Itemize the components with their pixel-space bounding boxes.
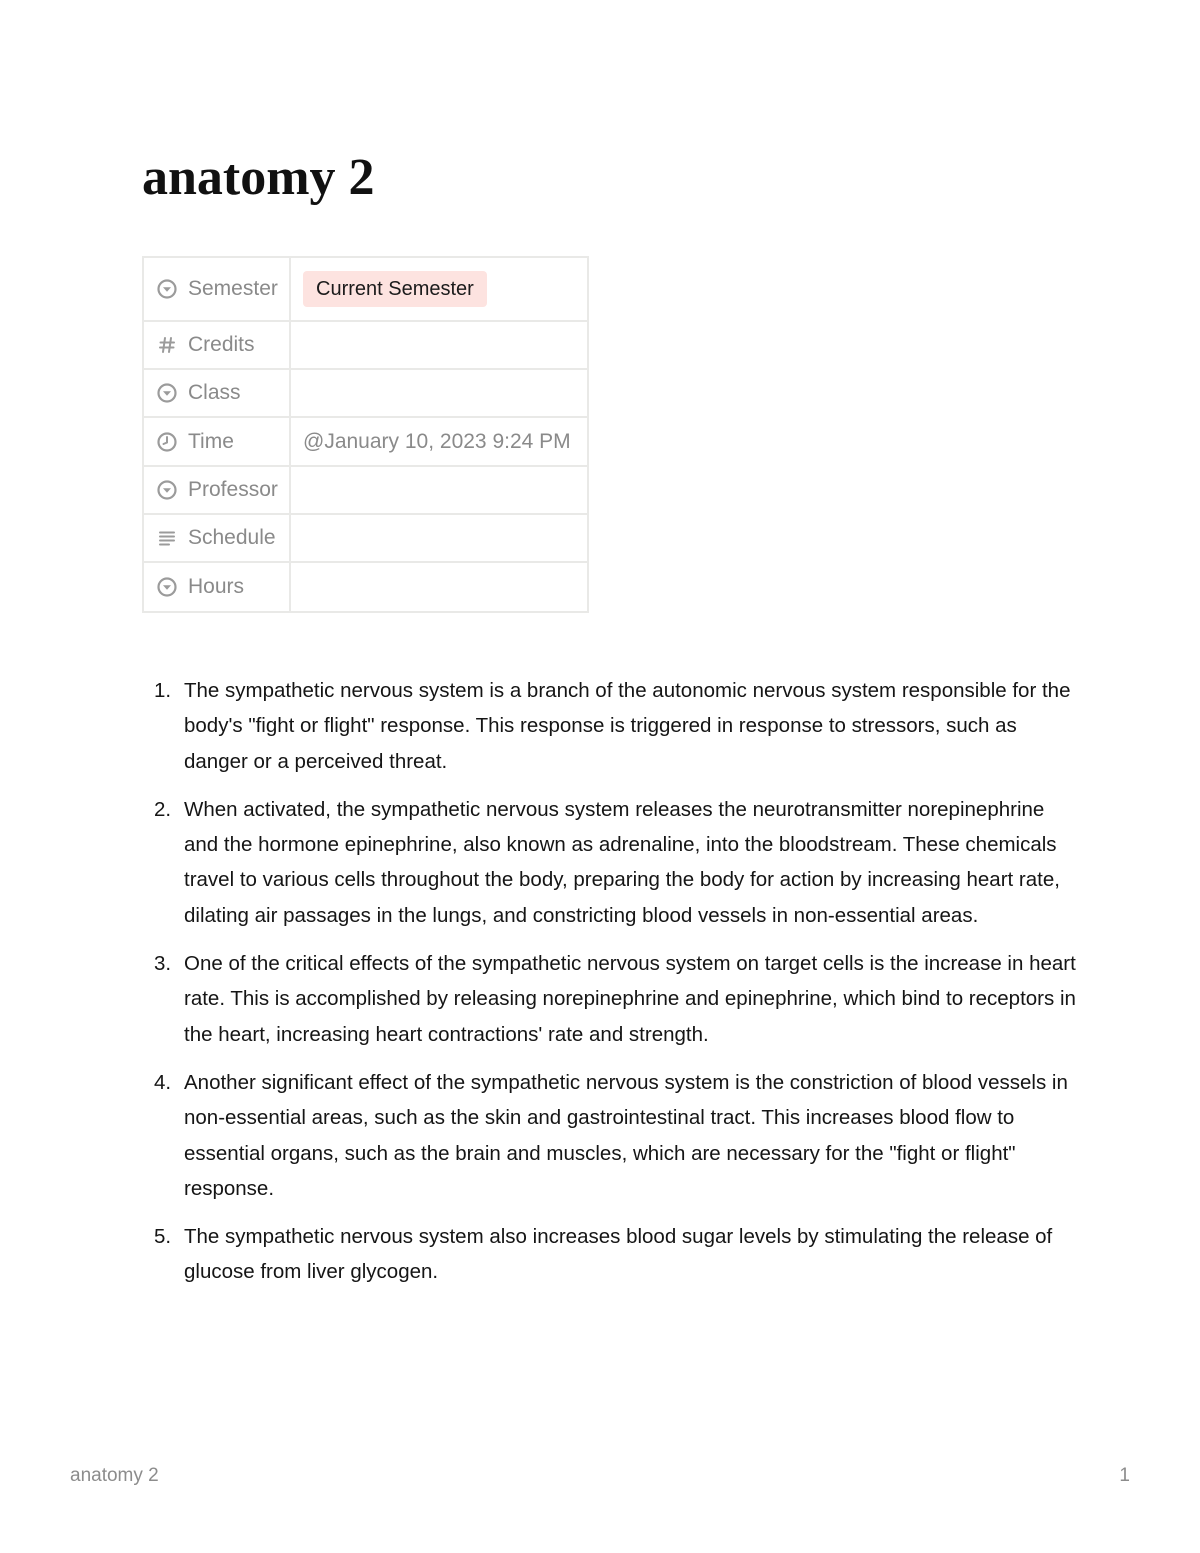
property-value-schedule[interactable] [290,514,588,562]
property-label: Professor [188,478,278,501]
property-name-semester[interactable] [144,277,289,301]
property-row-credits [143,321,588,369]
page-title: anatomy 2 [142,149,375,206]
select-icon [156,479,178,501]
list-item-number: 2. [154,797,172,821]
footer-title: anatomy 2 [70,1465,159,1486]
property-row-class [143,369,588,417]
property-name-professor[interactable] [144,478,289,502]
list-item [142,673,1077,779]
list-item [142,946,1077,1052]
list-item-number: 4. [154,1070,172,1094]
property-row-time [143,417,588,466]
property-value-professor[interactable] [290,466,588,514]
list-item-text: The sympathetic nervous system also increases blood sugar levels by stimulating the release of glucose from liver glycogen. [184,1225,1053,1284]
list-item [142,792,1077,933]
property-name-schedule[interactable] [144,526,289,550]
property-label: Class [188,381,241,404]
text-lines-icon [156,527,178,549]
property-label: Semester [188,277,278,300]
time-value: @January 10, 2023 9:24 PM [303,429,571,453]
property-label: Credits [188,333,255,356]
semester-tag[interactable]: Current Semester [303,271,487,307]
property-value-credits[interactable] [290,321,588,369]
property-name-credits[interactable] [144,333,289,357]
list-item-text: One of the critical effects of the sympathetic nervous system on target cells is the increase in heart rate. This is accomplished by releasing norepinephrine and epinephrine, which bind to receptors in the heart, increasing heart contractions' rate and strength. [184,952,1076,1046]
property-name-time[interactable] [144,430,289,454]
property-value-class[interactable] [290,369,588,417]
property-row-schedule [143,514,588,562]
property-value-time[interactable] [290,417,588,466]
select-icon [156,382,178,404]
list-item [142,1219,1077,1290]
property-label: Time [188,429,234,453]
list-item-number: 5. [154,1225,172,1249]
clock-icon [156,431,178,453]
list-item-text: The sympathetic nervous system is a branch of the autonomic nervous system responsible for the body's "fight or flight" response. This response is triggered in response to stressors, such as danger or a perceived threat. [184,679,1071,773]
property-row-hours [143,562,588,612]
notes-list [142,673,1077,1303]
select-icon [156,576,178,598]
property-row-semester [143,257,588,321]
property-name-hours[interactable] [144,575,289,599]
property-name-class[interactable] [144,381,289,405]
page-number: 1 [1119,1465,1130,1486]
property-row-professor [143,466,588,514]
list-item-number: 3. [154,952,172,976]
list-item [142,1065,1077,1206]
property-value-hours[interactable] [290,562,588,612]
property-value-semester[interactable] [290,257,588,321]
property-label: Schedule [188,526,276,549]
list-item-text: Another significant effect of the sympathetic nervous system is the constriction of blood vessels in non-essential areas, such as the skin and gastrointestinal tract. This increases blood flow to essential organs, such as the brain and muscles, which are necessary for the "fight or flight" response. [184,1070,1068,1200]
properties-table [142,256,589,613]
list-item-text: When activated, the sympathetic nervous system releases the neurotransmitter norepinephrine and the hormone epinephrine, also known as adrenaline, into the bloodstream. These chemicals travel to various cells throughout the body, preparing the body for action by increasing heart rate, dilating air passages in the lungs, and constricting blood vessels in non-essential areas. [184,797,1060,927]
select-icon [156,278,178,300]
property-label: Hours [188,575,245,598]
number-icon [156,334,178,356]
list-item-number: 1. [154,679,172,702]
